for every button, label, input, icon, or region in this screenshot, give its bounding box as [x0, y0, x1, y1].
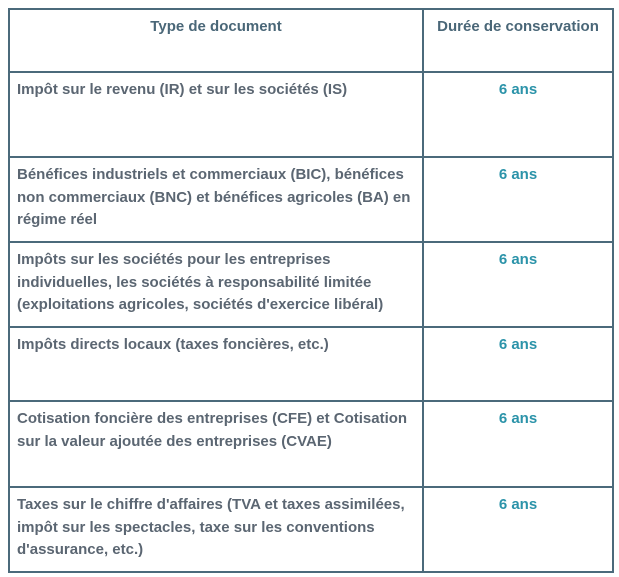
header-document-type: Type de document	[9, 9, 423, 72]
table-row	[9, 487, 613, 572]
header-retention-duration: Durée de conservation	[423, 9, 613, 72]
document-type-cell: Impôt sur le revenu (IR) et sur les sociétés (IS)	[9, 72, 423, 157]
duration-cell: 6 ans	[423, 242, 613, 327]
table-header-row	[9, 9, 613, 72]
document-type-cell: Impôts sur les sociétés pour les entreprises individuelles, les sociétés à responsabilité limitée (exploitations agricoles, sociétés d'exercice libéral)	[9, 242, 423, 327]
table-row	[9, 72, 613, 157]
duration-cell: 6 ans	[423, 401, 613, 487]
document-type-cell: Cotisation foncière des entreprises (CFE) et Cotisation sur la valeur ajoutée des entreprises (CVAE)	[9, 401, 423, 487]
retention-table	[8, 8, 614, 573]
document-type-cell: Impôts directs locaux (taxes foncières, etc.)	[9, 327, 423, 401]
duration-cell: 6 ans	[423, 487, 613, 572]
duration-cell: 6 ans	[423, 72, 613, 157]
duration-cell: 6 ans	[423, 327, 613, 401]
document-type-cell: Bénéfices industriels et commerciaux (BIC), bénéfices non commerciaux (BNC) et bénéfices agricoles (BA) en régime réel	[9, 157, 423, 242]
table-row	[9, 157, 613, 242]
duration-cell: 6 ans	[423, 157, 613, 242]
table-row	[9, 401, 613, 487]
table-row	[9, 327, 613, 401]
document-type-cell: Taxes sur le chiffre d'affaires (TVA et taxes assimilées, impôt sur les spectacles, taxe sur les conventions d'assurance, etc.)	[9, 487, 423, 572]
table-row	[9, 242, 613, 327]
